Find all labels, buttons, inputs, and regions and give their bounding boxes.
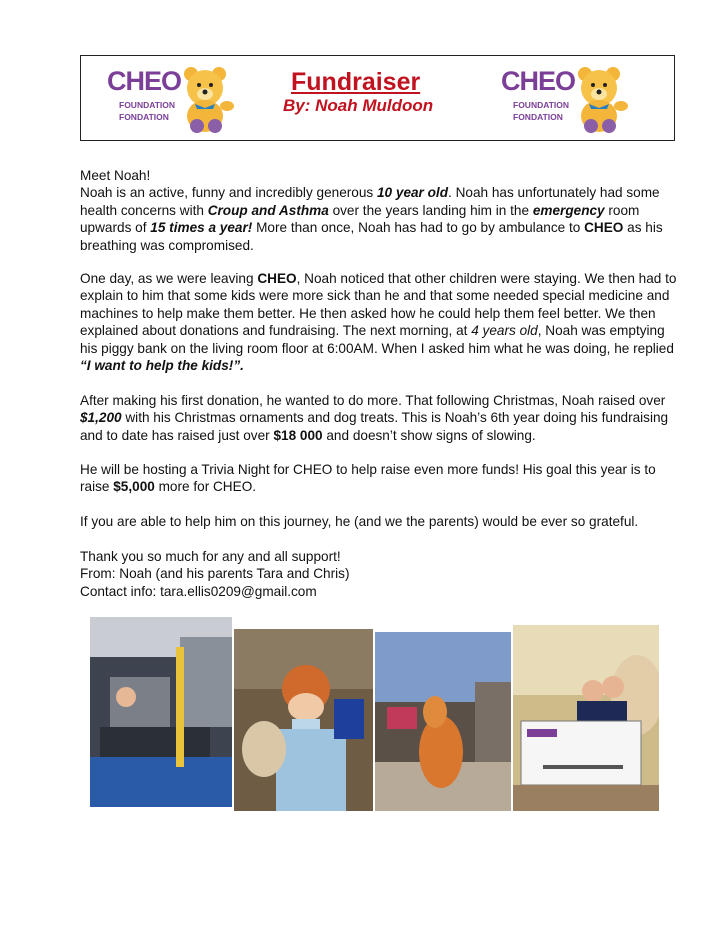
text: He will be hosting a Trivia Night for CHEO to help raise even more funds! His goal this year is to raise xyxy=(80,462,656,495)
intro-paragraph xyxy=(80,167,680,254)
text: One day, as we were leaving xyxy=(80,271,258,286)
logo-text: CHEO xyxy=(501,66,576,96)
page-subtitle: By: Noah Muldoon xyxy=(283,96,434,115)
cheo-logo-right xyxy=(501,64,641,132)
quote-emphasis: “I want to help the kids!”. xyxy=(80,358,244,374)
appeal-paragraph: If you are able to help him on this journey, he (and we the parents) would be ever so grateful. xyxy=(80,514,639,529)
header-box xyxy=(80,55,675,141)
thanks-line: Thank you so much for any and all support! xyxy=(80,549,341,564)
from-line: From: Noah (and his parents Tara and Chris) xyxy=(80,566,350,582)
logo-sub2: FONDATION xyxy=(513,112,563,122)
signoff-paragraph xyxy=(80,548,680,600)
text: more for CHEO. xyxy=(154,479,257,495)
dinosaur-costume-photo xyxy=(375,632,511,811)
logo-sub1: FOUNDATION xyxy=(119,100,176,110)
age-emphasis: 10 year old xyxy=(376,185,449,201)
text: room upwards of xyxy=(80,202,640,236)
amount-emphasis: $1,200 xyxy=(80,410,122,426)
frequency-emphasis: 15 times a year! xyxy=(150,220,253,236)
logo-text: CHEO xyxy=(107,66,182,96)
text: . Noah has unfortunately had some health concerns with xyxy=(80,185,660,218)
teddy-bear-icon xyxy=(169,64,241,134)
text: , Noah was emptying his piggy bank on the living room floor at 6:00AM. When I asked him what he was doing, he replied xyxy=(80,323,674,356)
cheque-presentation-photo xyxy=(513,625,659,811)
text: , Noah noticed that other children were staying. We then had to explain to him that some kids were more sick than he and that some needed special medicine and machines to help make them better. He then asked how he could help them feel better. We then explained about donations and fundraising. The next morning, at xyxy=(80,271,677,339)
emergency-emphasis: emergency xyxy=(532,202,605,218)
total-emphasis: $18 000 xyxy=(273,427,323,443)
teddy-bear-icon xyxy=(563,64,635,134)
text: More than once, Noah has had to go by ambulance to xyxy=(252,220,585,236)
goal-paragraph xyxy=(80,461,680,496)
text: over the years landing him in the xyxy=(328,202,533,218)
cheo-emphasis: CHEO xyxy=(257,271,297,286)
text: with his Christmas ornaments and dog treats. This is Noah’s 6th year doing his fundraising and to date has raised just over xyxy=(80,410,669,443)
story-paragraph xyxy=(80,270,680,374)
greeting: Meet Noah! xyxy=(80,168,151,183)
ambulance-photo xyxy=(90,617,232,807)
text: as his breathing was compromised. xyxy=(80,220,663,253)
cheo-logo-left xyxy=(107,64,247,132)
goal-emphasis: $5,000 xyxy=(113,479,155,495)
nebulizer-photo xyxy=(234,629,373,811)
text: and doesn’t show signs of slowing. xyxy=(322,427,536,443)
page-title: Fundraiser xyxy=(291,68,421,96)
condition-emphasis: Croup and Asthma xyxy=(207,202,329,218)
cheo-emphasis: CHEO xyxy=(584,220,624,236)
logo-sub1: FOUNDATION xyxy=(513,100,570,110)
progress-paragraph xyxy=(80,392,680,444)
text: After making his first donation, he wanted to do more. That following Christmas, Noah raised over xyxy=(80,393,666,408)
logo-sub2: FONDATION xyxy=(119,112,169,122)
age-emphasis: 4 years old xyxy=(471,323,538,339)
text: Noah is an active, funny and incredibly generous xyxy=(80,185,377,201)
contact-line: Contact info: tara.ellis0209@gmail.com xyxy=(80,583,317,599)
